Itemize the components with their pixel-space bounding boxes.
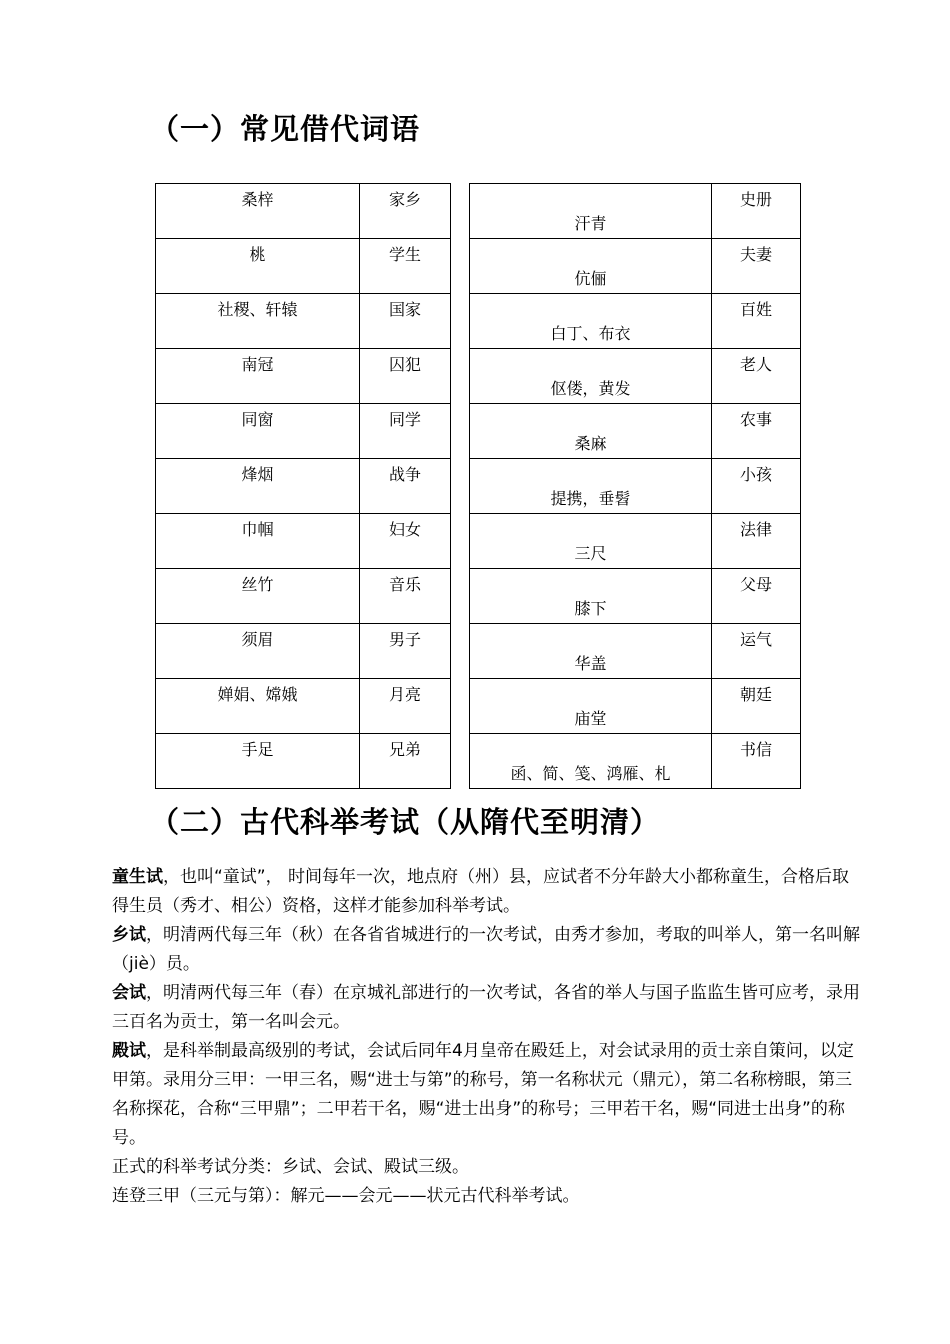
paragraph-text: ，也叫“童试”， 时间每年一次，地点府（州）县，应试者不分年龄大小都称童生，合格后取得生员（秀才、相公）资格，这样才能参加科举考试。 <box>112 867 850 916</box>
paragraph <box>112 921 862 979</box>
meaning-left-cell: 国家 <box>360 294 451 349</box>
paragraph <box>112 1037 862 1153</box>
term-right-cell: 汗青 <box>470 184 712 239</box>
meaning-left-cell: 同学 <box>360 404 451 459</box>
term-left-cell: 须眉 <box>156 624 360 679</box>
term-right-cell: 桑麻 <box>470 404 712 459</box>
meaning-right-cell: 父母 <box>712 569 801 624</box>
paragraph <box>112 863 862 921</box>
table-row <box>156 404 801 459</box>
meaning-right-cell: 老人 <box>712 349 801 404</box>
paragraph-text: 连登三甲（三元与第）：解元——会元——状元古代科举考试。 <box>112 1186 580 1206</box>
term-left-cell: 桃 <box>156 239 360 294</box>
meaning-right-cell: 小孩 <box>712 459 801 514</box>
metonymy-table <box>155 183 801 789</box>
exam-description <box>112 863 862 1211</box>
paragraph <box>112 1182 862 1211</box>
term-right-cell: 膝下 <box>470 569 712 624</box>
table-row <box>156 514 801 569</box>
table-row <box>156 294 801 349</box>
term-left-cell: 同窗 <box>156 404 360 459</box>
gap-cell <box>451 514 470 569</box>
term-right-cell: 华盖 <box>470 624 712 679</box>
gap-cell <box>451 184 470 239</box>
term-left-cell: 婵娟、嫦娥 <box>156 679 360 734</box>
term-left-cell: 丝竹 <box>156 569 360 624</box>
meaning-left-cell: 战争 <box>360 459 451 514</box>
meaning-right-cell: 夫妻 <box>712 239 801 294</box>
gap-cell <box>451 349 470 404</box>
meaning-left-cell: 兄弟 <box>360 734 451 789</box>
gap-cell <box>451 734 470 789</box>
meaning-right-cell: 运气 <box>712 624 801 679</box>
table-row <box>156 624 801 679</box>
gap-cell <box>451 239 470 294</box>
meaning-left-cell: 男子 <box>360 624 451 679</box>
gap-cell <box>451 569 470 624</box>
meaning-right-cell: 朝廷 <box>712 679 801 734</box>
table-row <box>156 569 801 624</box>
table-row <box>156 459 801 514</box>
meaning-left-cell: 学生 <box>360 239 451 294</box>
term-left-cell: 手足 <box>156 734 360 789</box>
gap-cell <box>451 404 470 459</box>
table-row <box>156 239 801 294</box>
gap-cell <box>451 679 470 734</box>
term-right-cell: 三尺 <box>470 514 712 569</box>
term-right-cell: 庙堂 <box>470 679 712 734</box>
table-row <box>156 349 801 404</box>
meaning-right-cell: 百姓 <box>712 294 801 349</box>
section1-title: （一）常见借代词语 <box>150 112 421 146</box>
meaning-right-cell: 法律 <box>712 514 801 569</box>
term-left-cell: 烽烟 <box>156 459 360 514</box>
meaning-left-cell: 月亮 <box>360 679 451 734</box>
term-right-cell: 提携，垂髫 <box>470 459 712 514</box>
paragraph-text: 正式的科举考试分类：乡试、会试、殿试三级。 <box>112 1157 469 1177</box>
meaning-left-cell: 妇女 <box>360 514 451 569</box>
paragraph-term: 会试 <box>112 983 146 1003</box>
paragraph-term: 殿试 <box>112 1041 146 1061</box>
meaning-right-cell: 史册 <box>712 184 801 239</box>
paragraph <box>112 1153 862 1182</box>
term-right-cell: 函、简、笺、鸿雁、札 <box>470 734 712 789</box>
paragraph-term: 乡试 <box>112 925 146 945</box>
term-left-cell: 社稷、轩辕 <box>156 294 360 349</box>
term-right-cell: 伛偻，黄发 <box>470 349 712 404</box>
paragraph-term: 童生试 <box>112 867 163 887</box>
meaning-left-cell: 囚犯 <box>360 349 451 404</box>
paragraph-text: ，明清两代每三年（秋）在各省省城进行的一次考试，由秀才参加，考取的叫举人，第一名叫解（jiè）员。 <box>112 925 860 974</box>
gap-cell <box>451 459 470 514</box>
term-left-cell: 南冠 <box>156 349 360 404</box>
table-row <box>156 679 801 734</box>
paragraph <box>112 979 862 1037</box>
gap-cell <box>451 294 470 349</box>
meaning-right-cell: 农事 <box>712 404 801 459</box>
term-right-cell: 伉俪 <box>470 239 712 294</box>
meaning-left-cell: 家乡 <box>360 184 451 239</box>
section2-title: （二）古代科举考试（从隋代至明清） <box>150 805 661 839</box>
table-row <box>156 734 801 789</box>
meaning-right-cell: 书信 <box>712 734 801 789</box>
table-row <box>156 184 801 239</box>
meaning-left-cell: 音乐 <box>360 569 451 624</box>
term-left-cell: 桑梓 <box>156 184 360 239</box>
term-left-cell: 巾帼 <box>156 514 360 569</box>
paragraph-text: ，是科举制最高级别的考试，会试后同年4月皇帝在殿廷上，对会试录用的贡士亲自策问，以定甲第。录用分三甲：一甲三名，赐“进士与第”的称号，第一名称状元（鼎元），第二名称榜眼，第三名称探花，合称“三甲鼎”；二甲若干名，赐“进士出身”的称号；三甲若干名，赐“同进士出身”的称号。 <box>112 1041 854 1148</box>
paragraph-text: ，明清两代每三年（春）在京城礼部进行的一次考试，各省的举人与国子监监生皆可应考，录用三百名为贡士，第一名叫会元。 <box>112 983 860 1032</box>
gap-cell <box>451 624 470 679</box>
term-right-cell: 白丁、布衣 <box>470 294 712 349</box>
